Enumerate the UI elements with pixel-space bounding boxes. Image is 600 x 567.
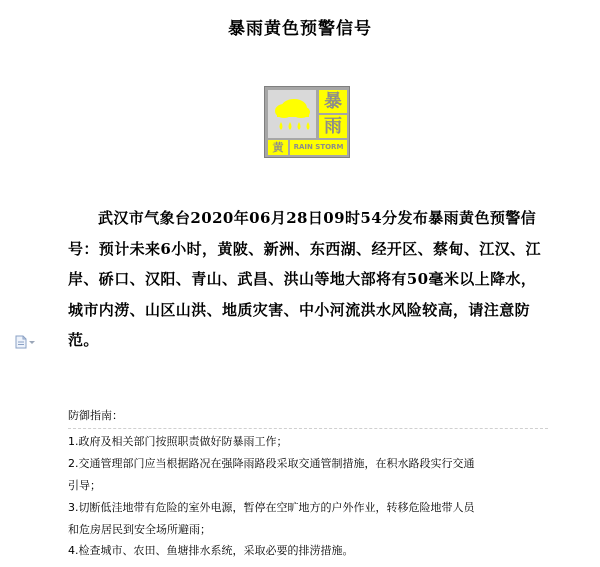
guide-item: 引导；: [68, 479, 101, 492]
guide-item: 2.交通管理部门应当根据路况在强降雨路段采取交通管制措施，在积水路段实行交通: [68, 457, 475, 470]
warning-body-text: [68, 203, 548, 356]
signal-english-label: RAIN STORM: [290, 140, 347, 155]
body-line: 武汉市气象台2020年06月28日09时54分发布暴雨黄色预警: [98, 209, 521, 227]
rain-cloud-icon: [268, 90, 316, 138]
guide-item: 和危房居民到安全场所避雨；: [68, 523, 211, 536]
signal-char-top: 暴: [319, 90, 347, 113]
body-line: 请注意防范。: [68, 300, 531, 349]
signal-level-char: 黄: [268, 140, 288, 155]
document-dropdown-icon[interactable]: [14, 334, 36, 348]
signal-char-bottom: 雨: [319, 115, 347, 138]
body-line: 上降水，城市内涝、山区山洪、地质灾害、中小河流洪水风险较高，: [68, 270, 537, 319]
rainstorm-yellow-signal: [264, 86, 350, 158]
body-line: 汉、江岸、硚口、汉阳、青山、武昌、洪山等地大部将有50毫米以: [68, 239, 541, 288]
guide-title: 防御指南：: [68, 409, 123, 422]
guide-item: 1.政府及相关部门按照职责做好防暴雨工作；: [68, 435, 288, 448]
guide-item: 3.切断低洼地带有危险的室外电源，暂停在空旷地方的户外作业，转移危险地带人员: [68, 501, 475, 514]
guide-item: 4.检查城市、农田、鱼塘排水系统，采取必要的排涝措施。: [68, 544, 354, 557]
divider: [68, 428, 548, 429]
page-title: 暴雨黄色预警信号: [228, 19, 372, 39]
body-line: 信号：预计未来6小时，黄陂、新洲、东西湖、经开区、蔡甸、江: [68, 209, 537, 258]
